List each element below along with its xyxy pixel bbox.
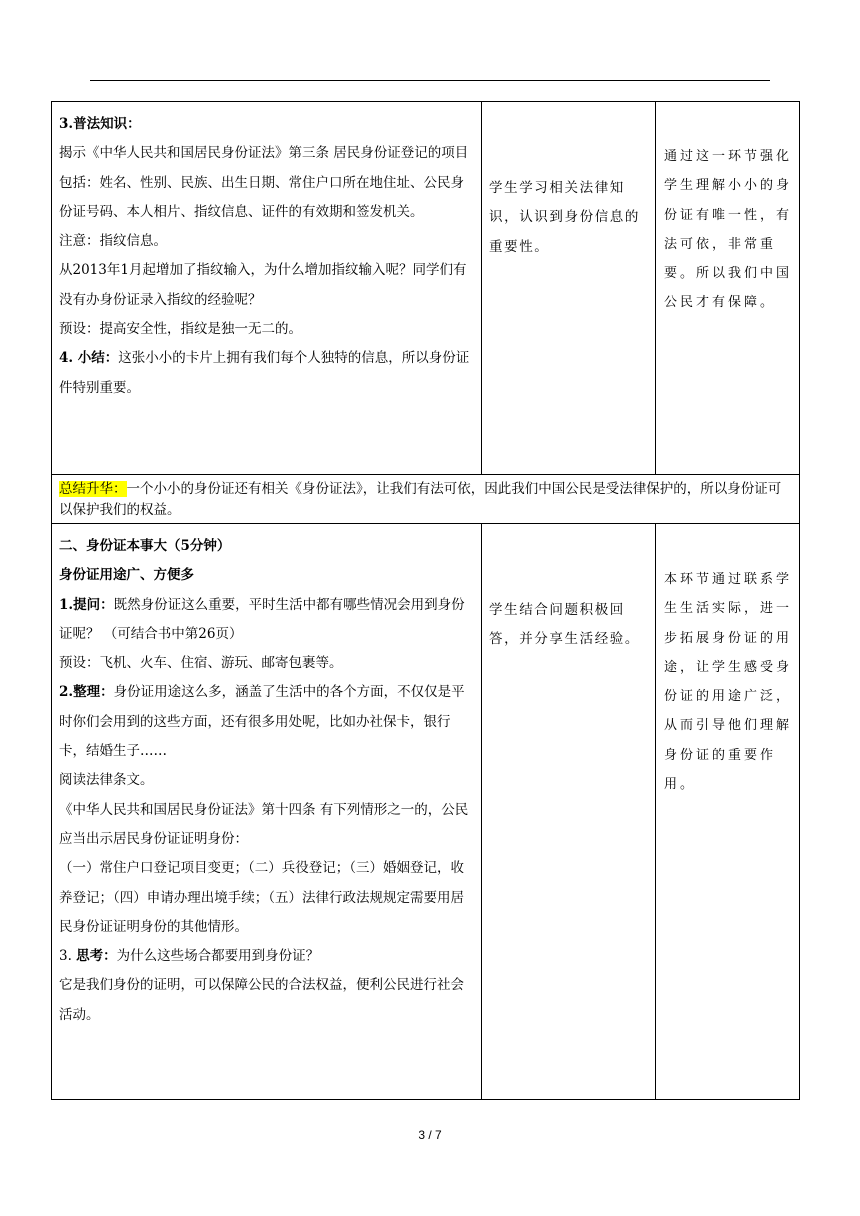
summary-cell [52, 475, 800, 524]
think-label: 思考： [76, 948, 117, 965]
question-text: 既然身份证这么重要，平时生活中都有哪些情况会用到身份证呢？ （可结合书中第26页） [59, 596, 465, 642]
paragraph [59, 942, 475, 971]
student-activity-cell [482, 524, 656, 1100]
section-title: 二、身份证本事大（5分钟） [59, 538, 231, 554]
think-text: 为什么这些场合都要用到身份证？ [116, 948, 320, 965]
summary-highlight-label: 总结升华： [59, 481, 127, 497]
paragraph: 揭示《中华人民共和国居民身份证法》第三条 居民身份证登记的项目包括：姓名、性别、民族、出生日期、常住户口所在地住址、公民身份证号码、本人相片、指纹信息、证件的有效期和签发机关。 [59, 145, 469, 220]
organize-label: 2.整理： [59, 684, 114, 701]
think-number: 3. [59, 948, 77, 965]
paragraph [59, 591, 475, 650]
section-heading: 3.普法知识： [59, 116, 141, 132]
question-label: 1.提问： [59, 596, 114, 613]
paragraph: 注意：指纹信息。 [59, 233, 167, 250]
organize-text: 身份证用途这么多，涵盖了生活中的各个方面，不仅仅是平时你们会用到的这些方面，还有很多用处呢，比如办社保卡，银行卡，结婚生子…… [59, 684, 465, 760]
paragraph: 从2013年1月起增加了指纹输入，为什么增加指纹输入呢？同学们有没有办身份证录入指纹的经验呢？ [59, 262, 467, 308]
lesson-plan-table [51, 101, 800, 1100]
design-intent-cell [656, 102, 800, 475]
paragraph: 它是我们身份的证明，可以保障公民的合法权益，便利公民进行社会活动。 [59, 977, 464, 1023]
paragraph [59, 344, 475, 403]
design-intent-cell [656, 524, 800, 1100]
teacher-activity-cell [52, 102, 482, 475]
paragraph: （一）常住户口登记项目变更；（二）兵役登记；（三）婚姻登记，收养登记；（四）申请办理出境手续；（五）法律行政法规规定需要用居民身份证证明身份的其他情形。 [59, 860, 464, 935]
teacher-activity-cell [52, 524, 482, 1100]
paragraph: 预设：飞机、火车、住宿、游玩、邮寄包裹等。 [59, 655, 343, 672]
student-activity-text: 学生结合问题积极回答，并分享生活经验。 [489, 602, 640, 648]
section-subtitle: 身份证用途广、方便多 [59, 567, 194, 584]
design-intent-text: 本环节通过联系学生生活实际，进一步拓展身份证的用途，让学生感受身份证的用途广泛，从而引导他们理解身份证的重要作用。 [664, 572, 793, 793]
paragraph [59, 678, 475, 766]
summary-text: 这张小小的卡片上拥有我们每个人独特的信息，所以身份证件特别重要。 [59, 350, 470, 396]
design-intent-text: 通过这一环节强化学生理解小小的身份证有唯一性，有法可依，非常重要。所以我们中国公民才有保障。 [664, 149, 793, 311]
student-activity-cell [482, 102, 656, 475]
table-row [52, 524, 800, 1100]
table-row [52, 475, 800, 524]
header-rule [90, 80, 770, 81]
paragraph: 阅读法律条文。 [59, 772, 154, 789]
table-row [52, 102, 800, 475]
summary-label: 4. 小结： [59, 350, 119, 367]
student-activity-text: 学生学习相关法律知识，认识到身份信息的重要性。 [489, 180, 640, 255]
paragraph: 《中华人民共和国居民身份证法》第十四条 有下列情形之一的，公民应当出示居民身份证证明身份： [59, 801, 469, 847]
paragraph: 预设：提高安全性，指纹是独一无二的。 [59, 321, 302, 338]
page-number: 3 / 7 [418, 1128, 442, 1142]
summary-text: 一个小小的身份证还有相关《身份证法》，让我们有法可依，因此我们中国公民是受法律保护的，所以身份证可以保护我们的权益。 [59, 481, 782, 518]
